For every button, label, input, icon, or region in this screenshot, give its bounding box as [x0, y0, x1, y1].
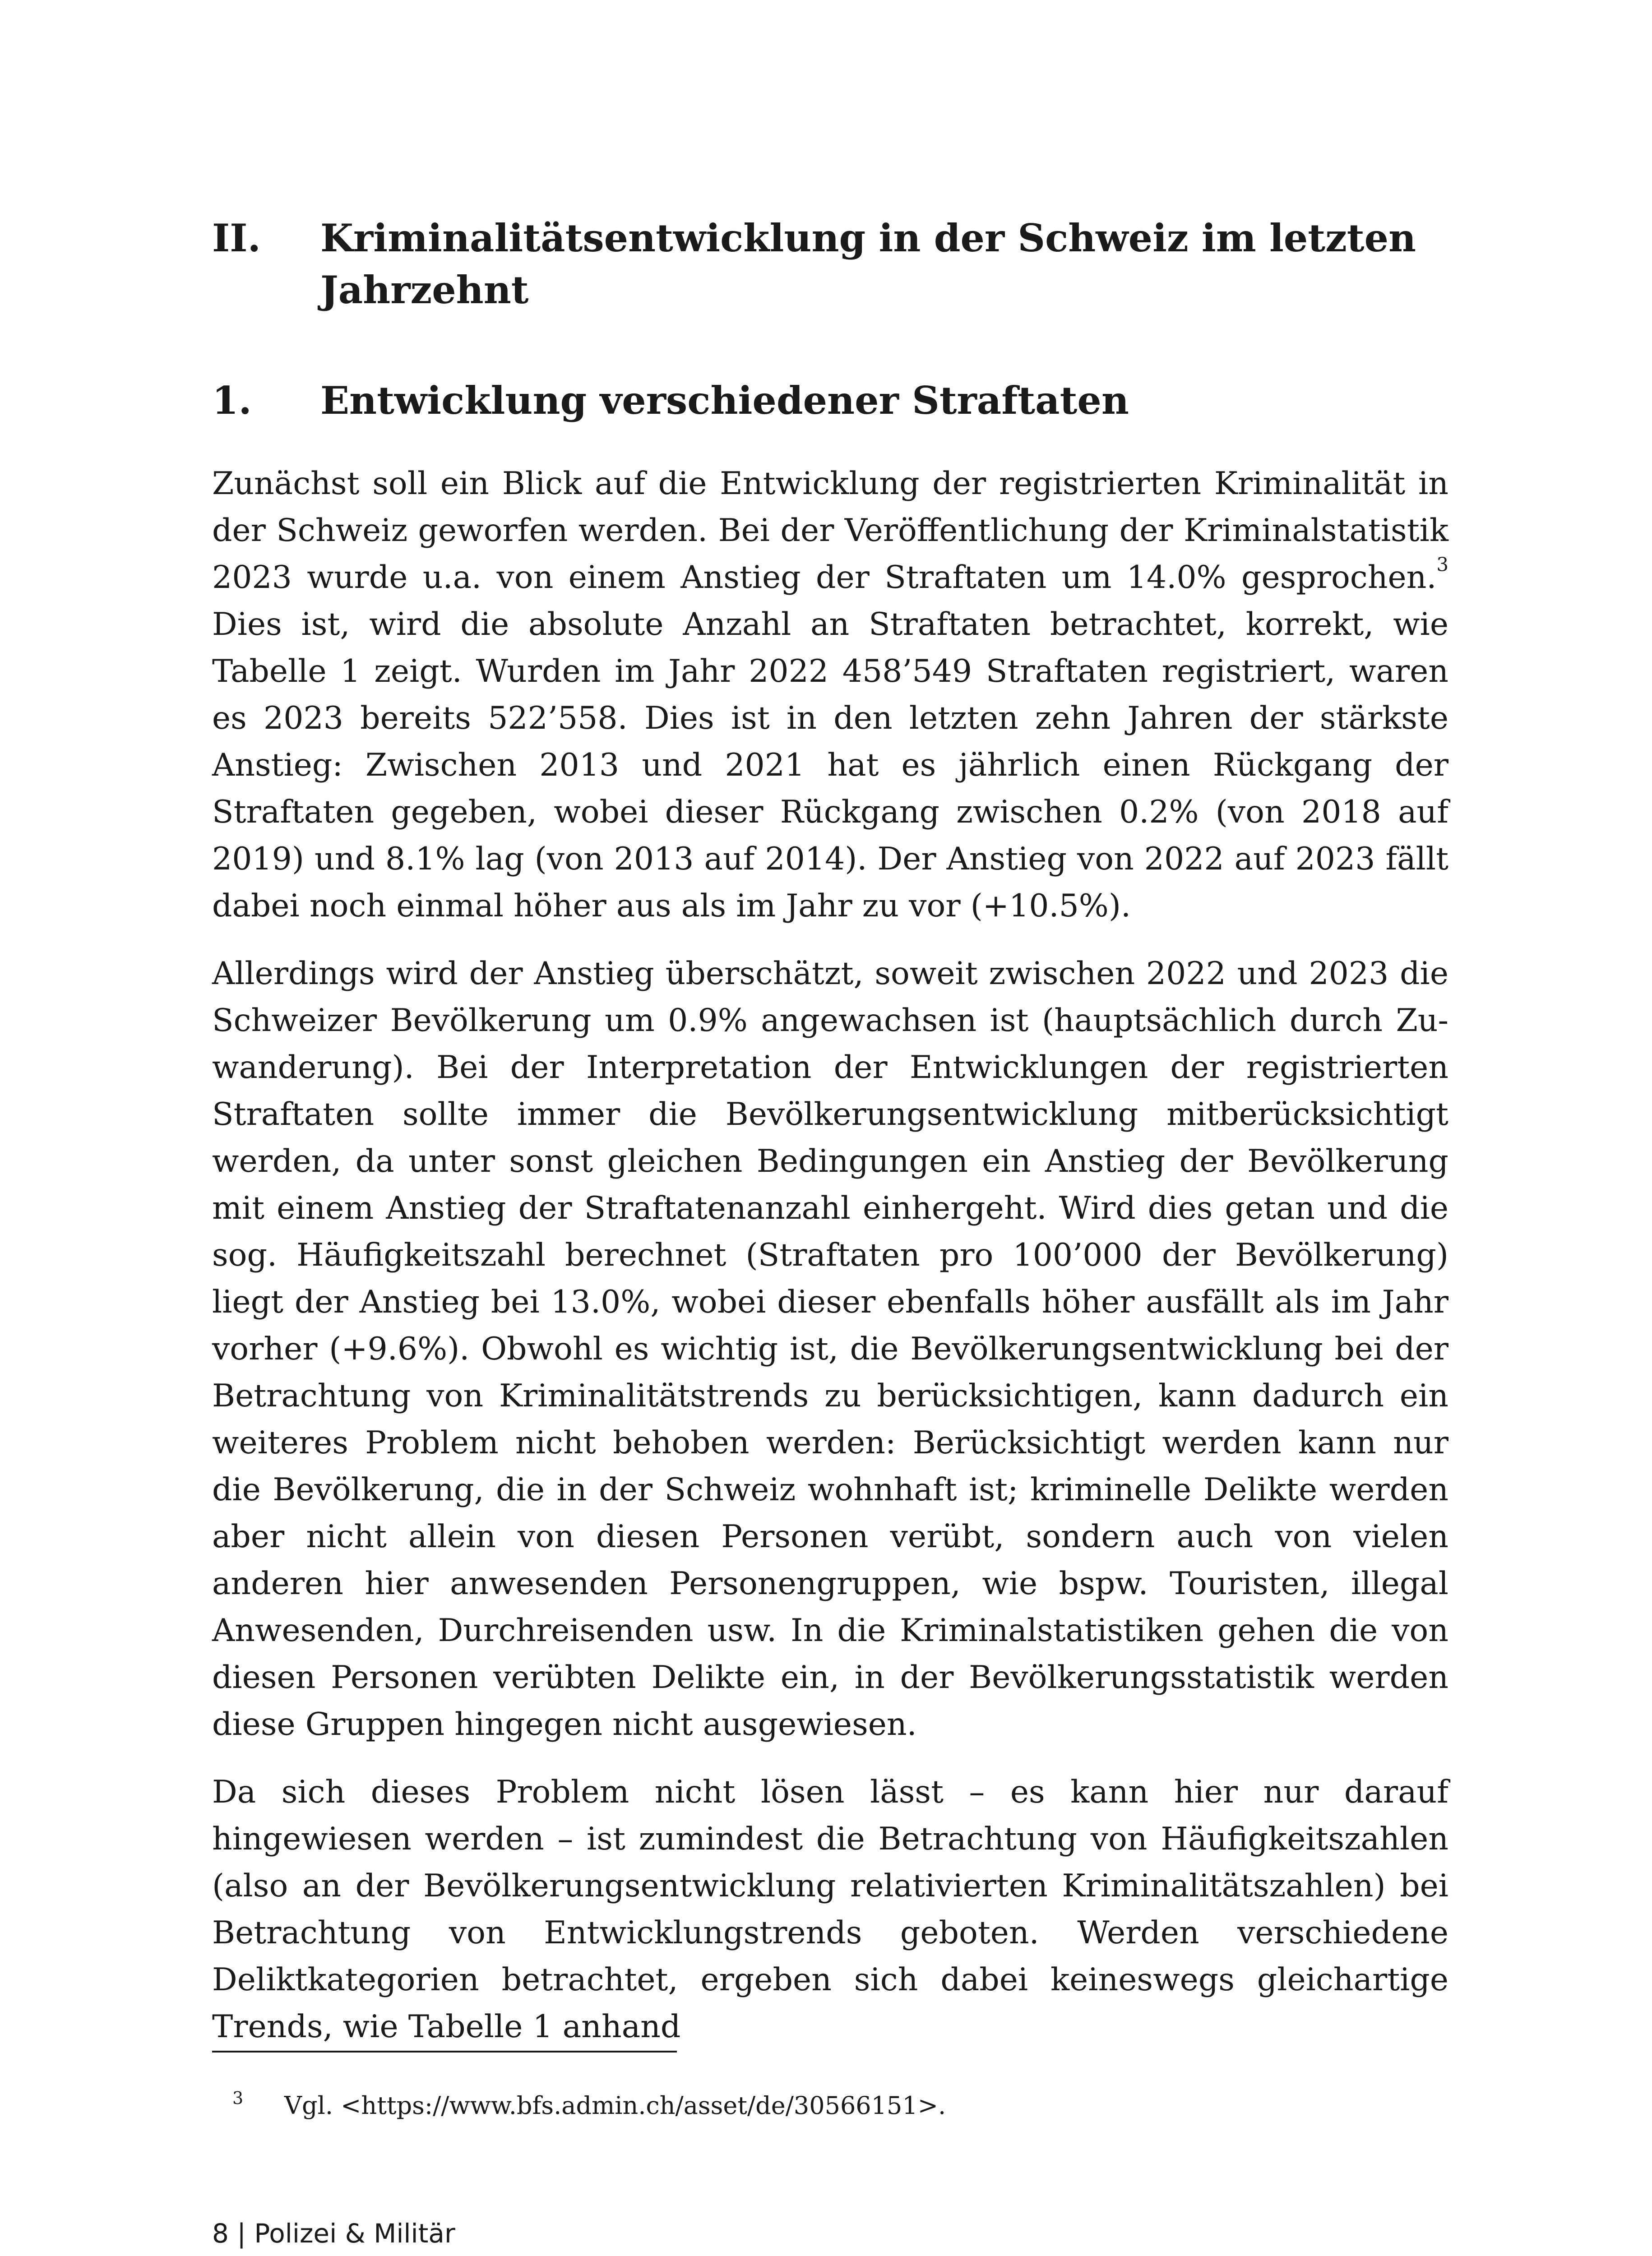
footnote: [212, 2080, 1448, 2124]
subsection-number: 1.: [212, 378, 252, 423]
footnote-separator: [212, 2051, 677, 2053]
paragraph-2: Allerdings wird der Anstieg überschätzt, soweit zwischen 2022 und 2023 die Schweizer Bevölkerung um 0.9% angewachsen ist (hauptsächlich durch Zuwanderung). Bei der Interpretation der Entwicklungen der registrierten Straftaten sollte immer die Bevölkerungsentwicklung mitberücksichtigt werden, da unter sonst gleichen Bedingungen ein Anstieg der Bevölkerung mit einem Anstieg der Straftatenanzahl einhergeht. Wird dies getan und die sog. Häufigkeitszahl berechnet (Straftaten pro 100’000 der Bevölkerung) liegt der Anstieg bei 13.0%, wobei dieser ebenfalls höher ausfällt als im Jahr vorher (+9.6%). Obwohl es wichtig ist, die Bevölkerungsentwicklung bei der Betrachtung von Kriminalitätstrends zu berücksichtigen, kann dadurch ein weiteres Problem nicht behoben werden: Berücksichtigt werden kann nur die Bevölkerung, die in der Schweiz wohnhaft ist; kriminelle Delikte werden aber nicht allein von diesen Personen verübt, sondern auch von vielen anderen hier anwesenden Personengruppen, wie bspw. Touristen, illegal Anwesenden, Durchreisenden usw. In die Kriminalstatistiken gehen die von diesen Personen verübten Delikte ein, in der Bevölkerungsstatistik werden diese Gruppen hingegen nicht ausgewiesen.: [212, 955, 1448, 1743]
paragraph-1-part-b: Dies ist, wird die absolute Anzahl an Straftaten betrachtet, korrekt, wie Tabelle 1 zeigt. Wurden im Jahr 2022 458’549 Straftaten registriert, waren es 2023 bereits 522’558. Dies ist in den letzten zehn Jahren der stärkste Anstieg: Zwischen 2013 und 2021 hat es jährlich einen Rückgang der Straftaten gegeben, wobei dieser Rückgang zwischen 0.2% (von 2018 auf 2019) und 8.1% lag (von 2013 auf 2014). Der Anstieg von 2022 auf 2023 fällt dabei noch einmal höher aus als im Jahr zu vor (+10.5%).: [212, 606, 1448, 924]
subsection-heading: [212, 374, 1453, 426]
page-footer: 8 | Polizei & Militär: [212, 2218, 455, 2249]
paragraph-1: [212, 460, 1448, 929]
footnote-text: Vgl. <https://www.bfs.admin.ch/asset/de/30566151>.: [284, 2091, 946, 2120]
section-title: Kriminalitätsentwicklung in der Schweiz im letzten Jahrzehnt: [320, 216, 1416, 312]
paragraph-3: Da sich dieses Problem nicht lösen lässt – es kann hier nur darauf hingewiesen werden – ist zumindest die Betrachtung von Häufigkeitszahlen (also an der Bevölkerungsentwicklung relativierten Kriminalitätszahlen) bei Betrachtung von Entwicklungstrends geboten. Werden verschiedene Deliktkategorien betrachtet, ergeben sich dabei keineswegs gleichartige Trends, wie Tabelle 1 anhand: [212, 1774, 1448, 2045]
paragraph-1-part-a: Zunächst soll ein Blick auf die Entwicklung der registrierten Kriminalität in der Schweiz geworfen werden. Bei der Veröffentlichung der Kriminalstatistik 2023 wurde u.a. von einem Anstieg der Straftaten um 14.0% gesprochen.: [212, 465, 1448, 596]
section-heading: [212, 212, 1453, 316]
footnote-number: 3: [232, 2088, 244, 2108]
body-text: [212, 460, 1448, 2071]
footnote-reference: 3: [1436, 553, 1448, 576]
subsection-title: Entwicklung verschiedener Straftaten: [320, 378, 1129, 423]
section-number: II.: [212, 216, 261, 260]
